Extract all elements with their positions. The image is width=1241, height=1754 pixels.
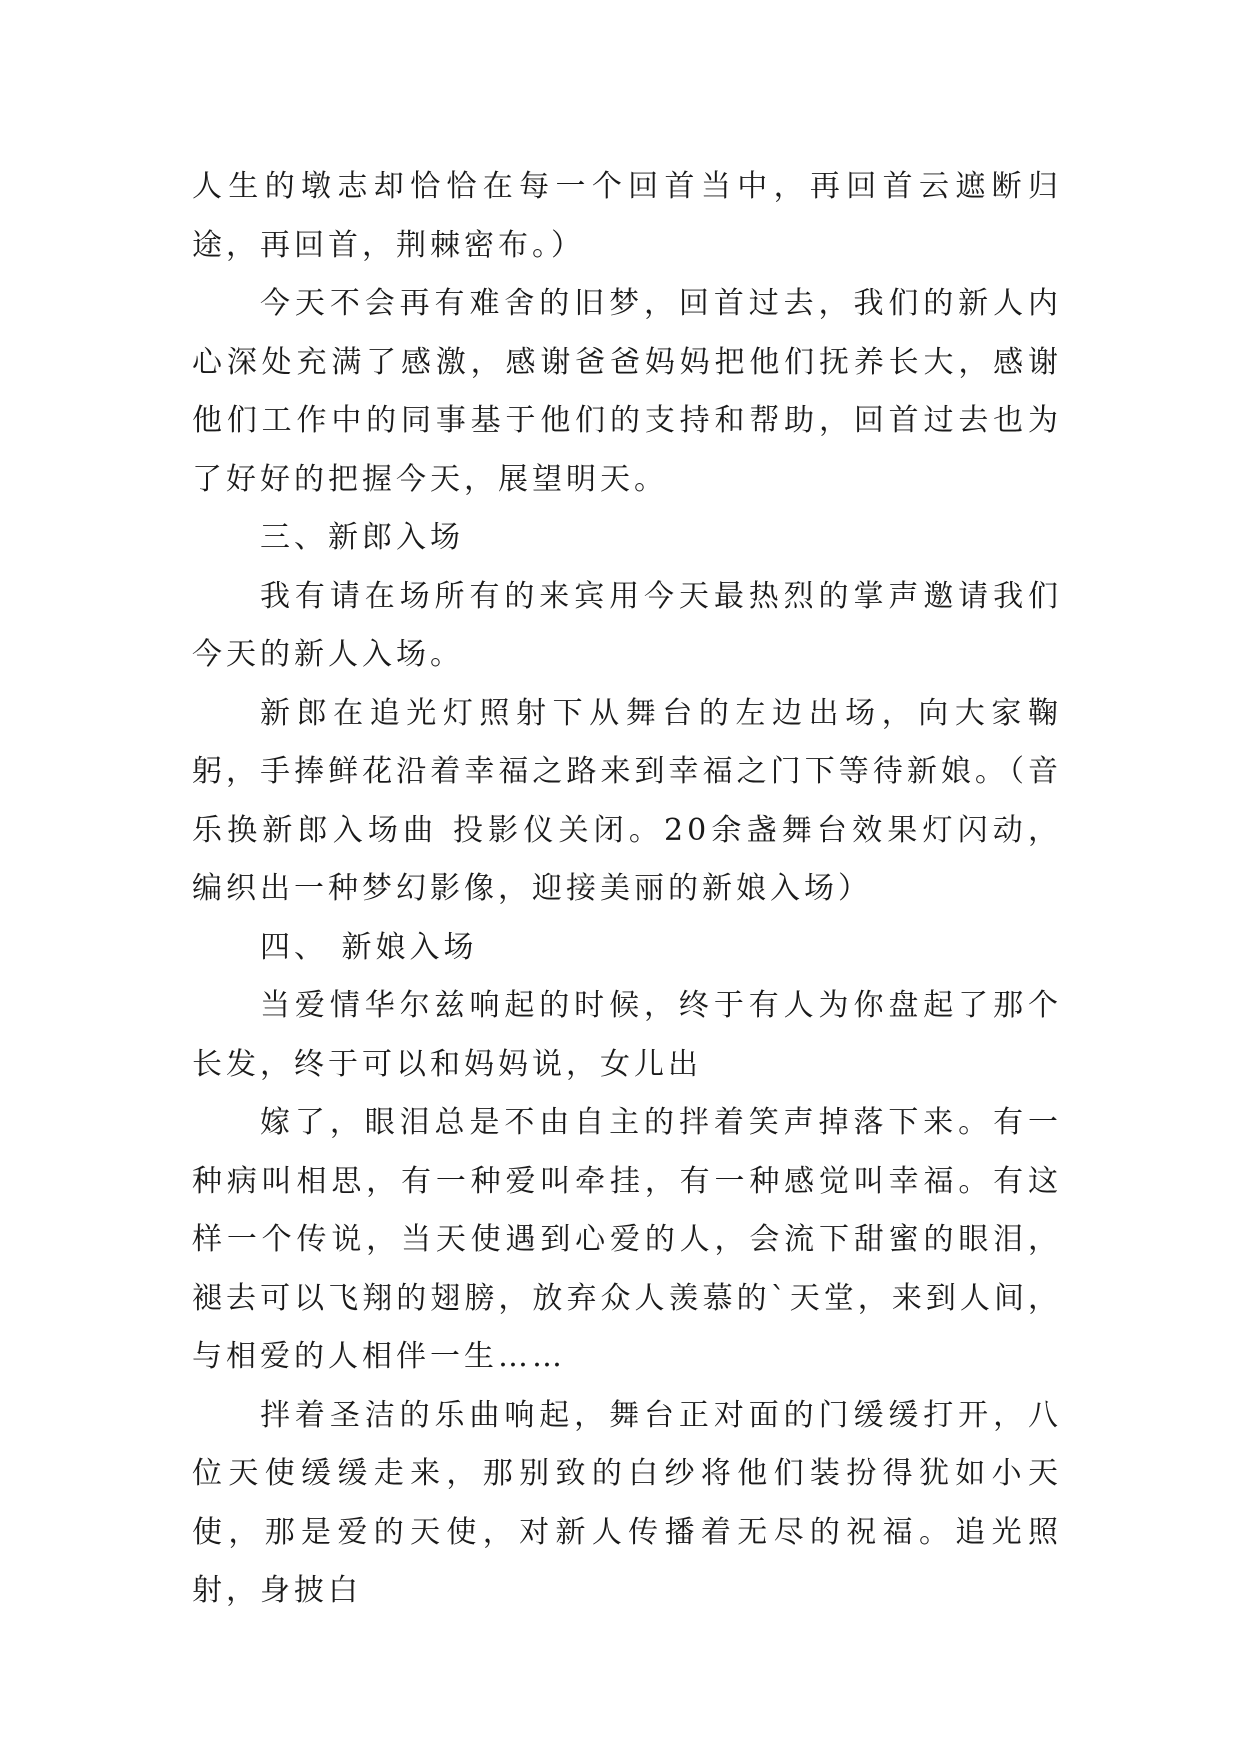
document-body (192, 158, 1062, 1621)
paragraph: 今天不会再有难舍的旧梦，回首过去，我们的新人内心深处充满了感激，感谢爸爸妈妈把他们抚养长大，感谢他们工作中的同事基于他们的支持和帮助，回首过去也为了好好的把握今天，展望明天。 (192, 286, 1062, 497)
paragraph: 人生的墩志却恰恰在每一个回首当中，再回首云遮断归途，再回首，荆棘密布。） (192, 169, 1062, 263)
paragraph: 当爱情华尔兹响起的时候，终于有人为你盘起了那个长发，终于可以和妈妈说，女儿出 (192, 988, 1062, 1082)
paragraph: 新郎在追光灯照射下从舞台的左边出场，向大家鞠躬，手捧鲜花沿着幸福之路来到幸福之门下等待新娘。（音乐换新郎入场曲 投影仪关闭。20余盏舞台效果灯闪动，编织出一种梦幻影像，迎接美丽的新娘入场） (192, 695, 1062, 906)
section-heading: 四、 新娘入场 (260, 929, 478, 965)
section-heading: 三、新郎入场 (260, 520, 464, 555)
paragraph: 嫁了，眼泪总是不由自主的拌着笑声掉落下来。有一种病叫相思，有一种爱叫牵挂，有一种感觉叫幸福。有这样一个传说，当天使遇到心爱的人，会流下甜蜜的眼泪，褪去可以飞翔的翅膀，放弃众人羡慕的`天堂，来到人间，与相爱的人相伴一生…… (192, 1105, 1062, 1374)
paragraph: 拌着圣洁的乐曲响起，舞台正对面的门缓缓打开，八位天使缓缓走来，那别致的白纱将他们装扮得犹如小天使，那是爱的天使，对新人传播着无尽的祝福。追光照射，身披白 (192, 1397, 1062, 1608)
paragraph: 我有请在场所有的来宾用今天最热烈的掌声邀请我们今天的新人入场。 (192, 578, 1062, 672)
